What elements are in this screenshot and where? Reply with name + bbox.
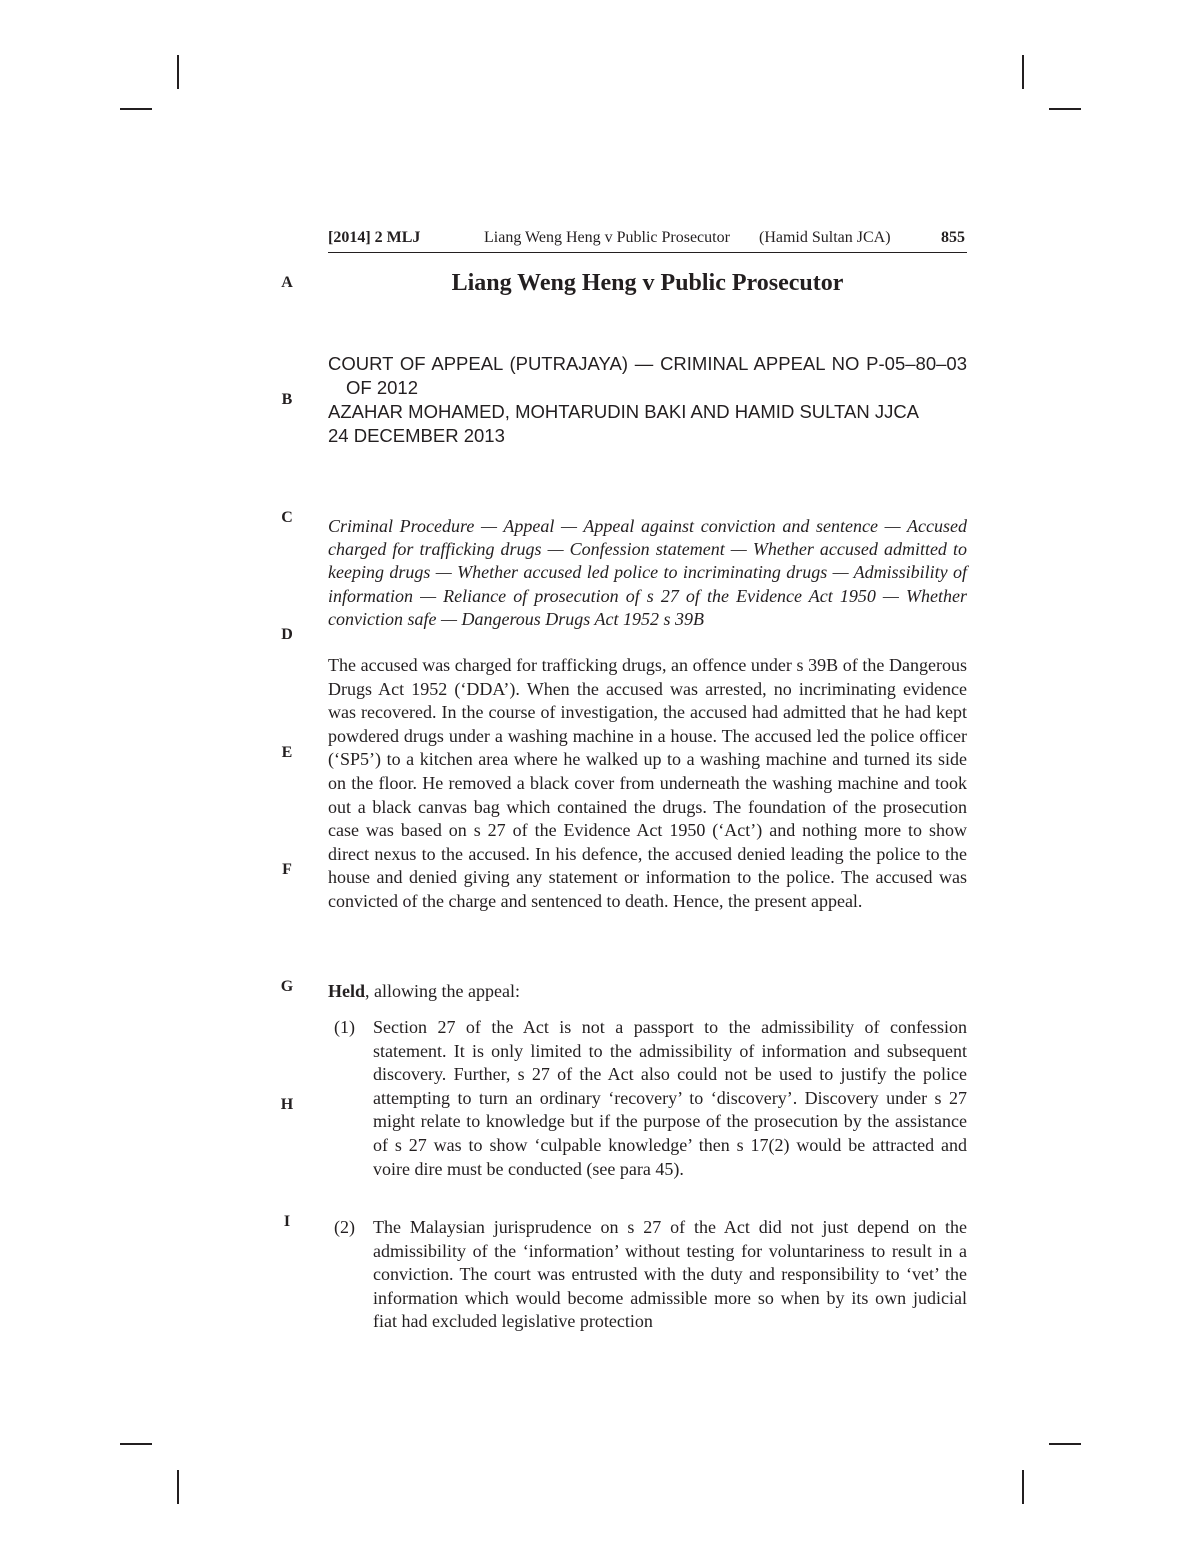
margin-letter-d: D bbox=[281, 626, 293, 643]
crop-mark bbox=[1022, 55, 1024, 89]
running-head-title: Liang Weng Heng v Public Prosecutor bbox=[484, 229, 730, 246]
crop-mark bbox=[1049, 1443, 1081, 1445]
crop-mark bbox=[1022, 1470, 1024, 1504]
holding-text: Section 27 of the Act is not a passport to the admissibility of confession statement. It is only limited to the admissibility of information and subsequent discovery. Further, s 27 of the Act also could not be used to justify the police attempting to turn an ordinary ‘recovery’ to ‘discovery’. Discovery under s 27 might relate to knowledge but if the purpose of the prosecution by the assistance of s 27 was to show ‘culpable knowledge’ then s 17(2) would be attracted and voire dire must be conducted (see para 45). bbox=[373, 1017, 967, 1179]
margin-letter-g: G bbox=[280, 978, 294, 995]
report-citation: [2014] 2 MLJ bbox=[328, 229, 421, 246]
catchwords: Criminal Procedure — Appeal — Appeal against conviction and sentence — Accused charged for trafficking drugs — Confession statement — Whether accused admitted to keeping drugs — Whether accused led police to incriminating drugs — Admissibility of information — Reliance of prosecution of s 27 of the Evidence Act 1950 — Whether conviction safe — Dangerous Drugs Act 1952 s 39B bbox=[328, 516, 967, 629]
margin-letter-a: A bbox=[281, 274, 293, 291]
held-line bbox=[328, 981, 520, 1002]
margin-letter-f: F bbox=[282, 861, 292, 878]
judges-line: AZAHAR MOHAMED, MOHTARUDIN BAKI AND HAMID SULTAN JJCA bbox=[328, 401, 920, 422]
margin-letter-i: I bbox=[283, 1213, 291, 1230]
margin-letter-c: C bbox=[281, 509, 293, 526]
court-and-appeal-number: COURT OF APPEAL (PUTRAJAYA) — CRIMINAL APPEAL NO P-05–80–03 OF 2012 bbox=[328, 353, 967, 398]
margin-letter-h: H bbox=[280, 1096, 294, 1113]
crop-mark bbox=[177, 1470, 179, 1504]
running-head bbox=[328, 226, 967, 253]
held-label: Held bbox=[328, 981, 366, 1001]
margin-letter-e: E bbox=[281, 744, 293, 761]
judgment-date: 24 DECEMBER 2013 bbox=[328, 425, 505, 446]
case-title: Liang Weng Heng v Public Prosecutor bbox=[451, 270, 844, 296]
held-text: , allowing the appeal: bbox=[365, 981, 520, 1001]
margin-letter-b: B bbox=[281, 391, 293, 408]
holding-text: The Malaysian jurisprudence on s 27 of the Act did not just depend on the admissibility of the ‘information’ without testing for voluntariness to result in a conviction. The court was entrusted with the duty and responsibility to ‘vet’ the information which would become admissible more so when by its own judicial fiat had excluded legislative protection bbox=[373, 1217, 967, 1332]
court-block bbox=[328, 352, 967, 448]
holding-item bbox=[328, 1016, 967, 1181]
case-summary: The accused was charged for trafficking drugs, an offence under s 39B of the Dangerous Drugs Act 1952 (‘DDA’). When the accused was arrested, no incriminating evidence was recovered. In the course of investigation, the accused had admitted that he had kept powdered drugs under a washing machine in a house. The accused led the police officer (‘SP5’) to a kitchen area where he walked up to a washing machine and turned its side on the floor. He removed a black cover from underneath the washing machine and took out a black canvas bag which contained the drugs. The foundation of the prosecution case was based on s 27 of the Evidence Act 1950 (‘Act’) and nothing more to show direct nexus to the accused. In his defence, the accused denied leading the police to the house and denied giving any statement or information to the police. The accused was convicted of the charge and sentenced to death. Hence, the present appeal. bbox=[328, 655, 967, 911]
page-number: 855 bbox=[941, 229, 965, 246]
crop-mark bbox=[177, 55, 179, 89]
crop-mark bbox=[120, 108, 152, 110]
holding-item bbox=[328, 1216, 967, 1334]
crop-mark bbox=[120, 1443, 152, 1445]
running-head-judge: (Hamid Sultan JCA) bbox=[759, 229, 891, 246]
holding-number: (1) bbox=[334, 1017, 355, 1037]
holding-number: (2) bbox=[334, 1217, 355, 1237]
crop-mark bbox=[1049, 108, 1081, 110]
